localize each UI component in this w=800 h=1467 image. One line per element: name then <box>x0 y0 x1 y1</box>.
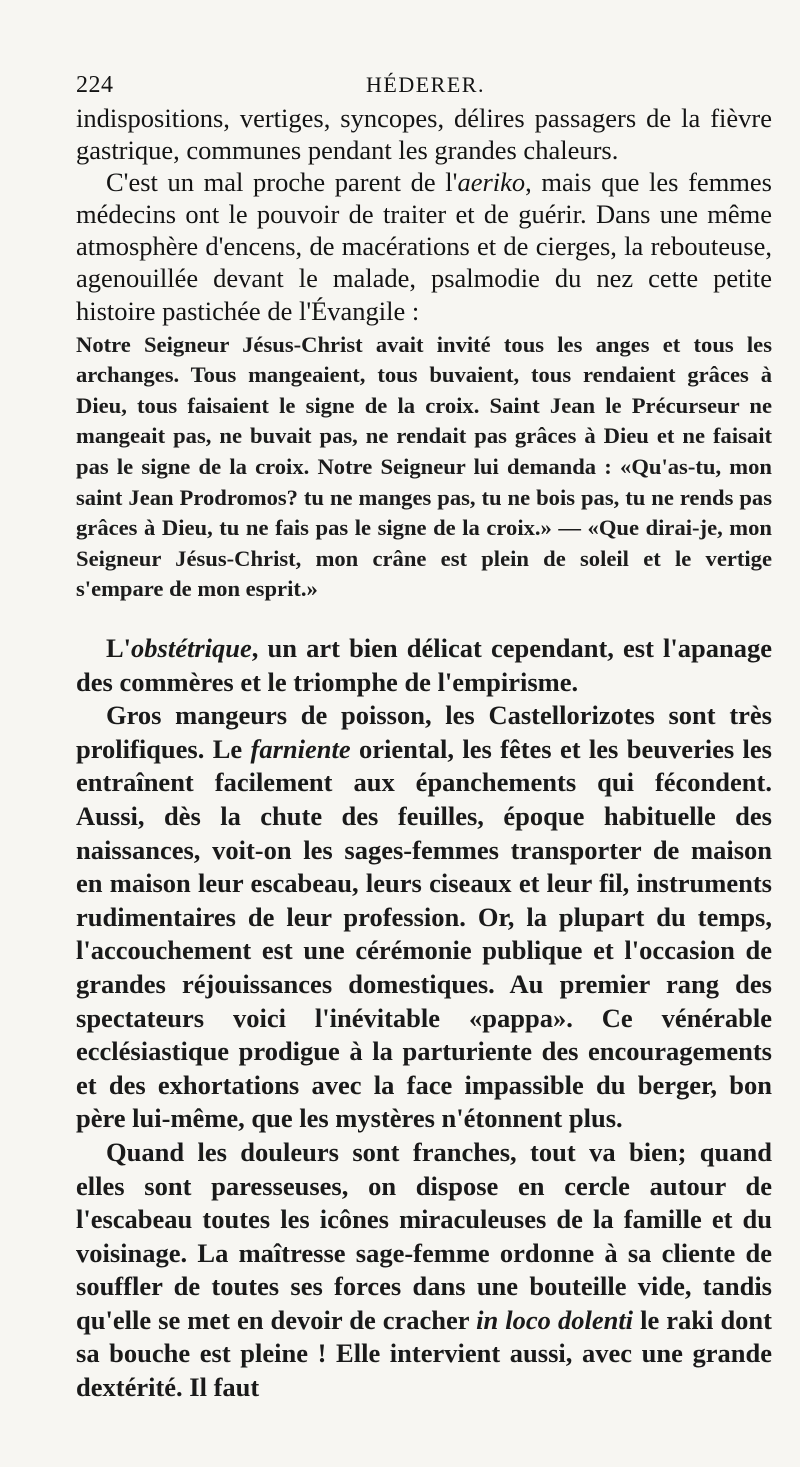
text-run: , mais que les femmes médecins ont le pouvoir de traiter et de guérir. Dans une même atmosphère d'encens, de macérations et de cierges, la rebouteuse, agenouillée devant le malade, psalmodie du nez cette petite histoire pastichée de l'Évangile : <box>76 167 772 326</box>
quote-text: Notre Seigneur Jésus-Christ avait invité tous les anges et tous les archanges. Tous mangeaient, tous buvaient, tous rendaient grâces à Dieu, tous faisaient le signe de la croix. Saint Jean le Précurseur ne mangeait pas, ne buvait pas, ne rendait pas grâces à Dieu et ne faisait pas le signe de la croix. Notre Seigneur lui demanda : «Qu'as-tu, mon saint Jean Prodromos? tu ne manges pas, tu ne bois pas, tu ne rends pas grâces à Dieu, tu ne fais pas le signe de la croix.» — «Que dirai-je, mon Seigneur Jésus-Christ, mon crâne est plein de soleil et le vertige s'empare de mon esprit.» <box>76 331 772 602</box>
running-head: HÉDERER. <box>366 72 485 97</box>
text-run: , un art bien délicat cependant, est l'apanage des commères et le triomphe de l'empirisme. <box>76 633 772 697</box>
block-quote <box>76 330 772 605</box>
page-number: 224 <box>76 72 114 98</box>
italic-term: farniente <box>250 733 351 764</box>
paragraph <box>76 699 772 1136</box>
paragraph <box>76 1136 772 1405</box>
italic-term: aeriko <box>457 167 526 198</box>
paragraph-continued: indispositions, vertiges, syncopes, délires passagers de la fièvre gastrique, communes pendant les grandes chaleurs. <box>76 103 772 166</box>
text-run: le raki dont sa bouche est pleine ! Elle intervient aussi, avec une grande dextérité. Il faut <box>76 1304 772 1403</box>
text-run: L' <box>106 633 132 663</box>
text-run: oriental, les fêtes et les beuveries les entraînent facilement aux épanchements qui fécondent. Aussi, dès la chute des feuilles, époque habituelle des naissances, voit-on les sages-femmes transporter de maison en maison leur escabeau, leurs ciseaux et leur fil, instruments rudimentaires de leur profession. Or, la plupart du temps, l'accouchement est une cérémonie publique et l'occasion de grandes réjouissances domestiques. Au premier rang des spectateurs voici l'inévitable «pappa». Ce vénérable ecclésiastique prodigue à la parturiente des encouragements et des exhortations avec la face impassible du berger, bon père lui-même, que les mystères n'étonnent plus. <box>76 733 772 1134</box>
body-text <box>76 102 772 327</box>
text-run: Quand les douleurs sont franches, tout va bien; quand elles sont paresseuses, on dispose en cercle autour de l'escabeau toutes les icônes miraculeuses de la famille et du voisinage. La maîtresse sage-femme ordonne à sa cliente de souffler de toutes ses forces dans une bouteille vide, tandis qu'elle se met en devoir de cracher <box>76 1136 772 1335</box>
book-page <box>76 62 772 1405</box>
body-text-2 <box>76 632 772 1405</box>
italic-term: obstétrique <box>131 633 252 663</box>
paragraph <box>76 632 772 699</box>
page-header <box>76 62 772 102</box>
text-run: Gros mangeurs de poisson, les Castellorizotes sont très prolifiques. Le <box>76 700 772 764</box>
text-run: C'est un mal proche parent de l' <box>106 167 458 198</box>
italic-term: in loco dolenti <box>476 1304 634 1335</box>
paragraph <box>76 166 772 326</box>
